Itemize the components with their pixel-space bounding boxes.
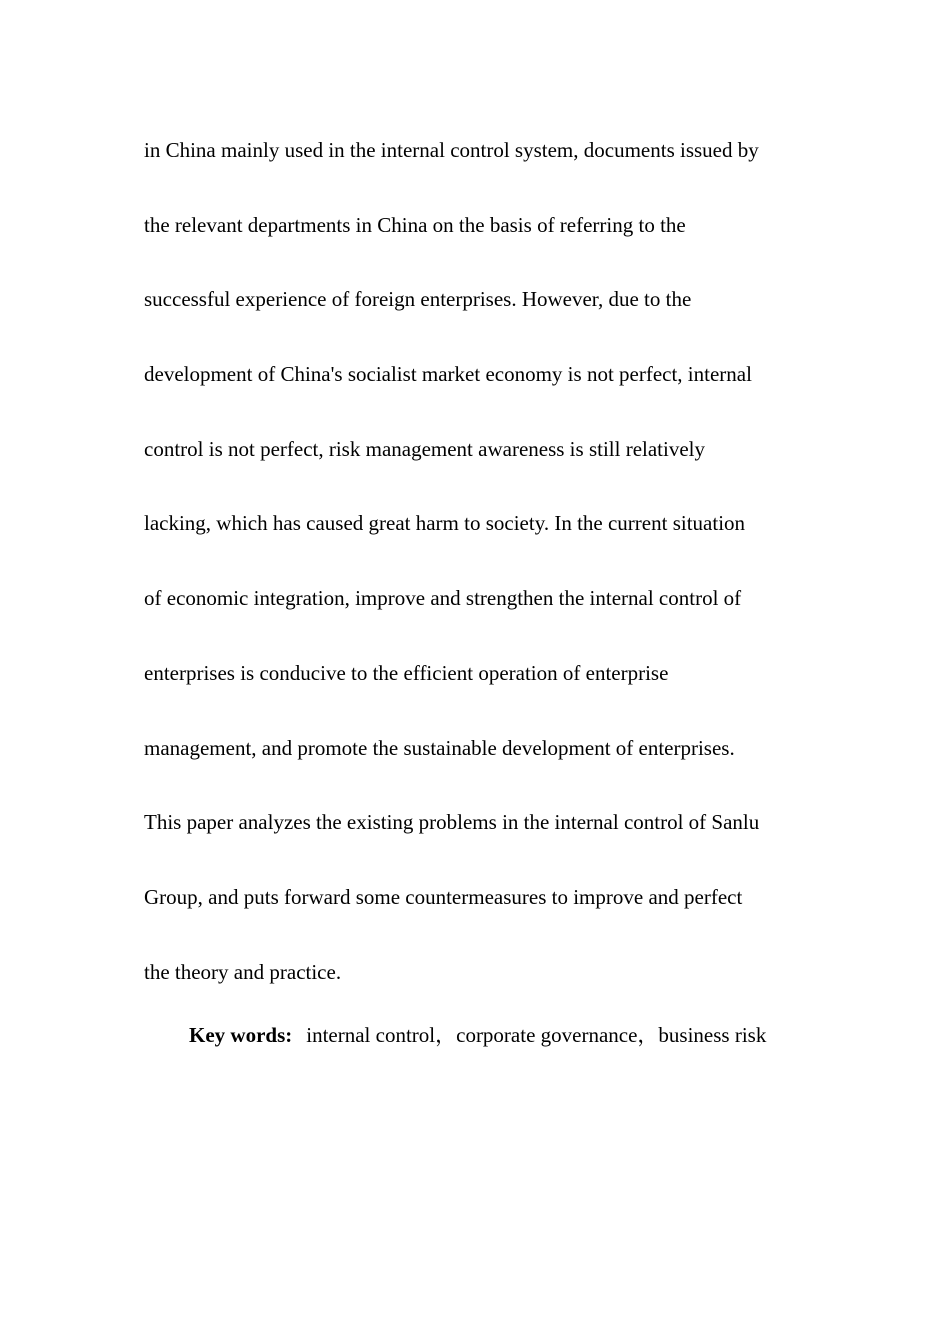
keywords-line bbox=[189, 1016, 766, 1054]
abstract-line: management, and promote the sustainable development of enterprises. bbox=[144, 735, 735, 760]
keywords-label: Key words: bbox=[189, 1023, 293, 1047]
keywords-text: internal control，corporate governance，business risk bbox=[306, 1023, 767, 1047]
abstract-line: lacking, which has caused great harm to society. In the current situation bbox=[144, 511, 746, 536]
abstract-line: development of China's socialist market economy is not perfect, internal bbox=[144, 362, 752, 387]
abstract-line: Group, and puts forward some countermeasures to improve and perfect bbox=[144, 884, 743, 909]
abstract-line: This paper analyzes the existing problems in the internal control of Sanlu bbox=[144, 810, 760, 835]
abstract-line: the relevant departments in China on the basis of referring to the bbox=[144, 212, 686, 237]
abstract-paragraph bbox=[144, 131, 824, 1027]
abstract-line: successful experience of foreign enterprises. However, due to the bbox=[144, 287, 692, 312]
abstract-line: of economic integration, improve and strengthen the internal control of bbox=[144, 586, 742, 611]
abstract-line: control is not perfect, risk management awareness is still relatively bbox=[144, 436, 705, 461]
abstract-line: the theory and practice. bbox=[144, 959, 342, 984]
abstract-line: in China mainly used in the internal control system, documents issued by bbox=[144, 138, 759, 162]
abstract-line: enterprises is conducive to the efficient operation of enterprise bbox=[144, 660, 669, 685]
